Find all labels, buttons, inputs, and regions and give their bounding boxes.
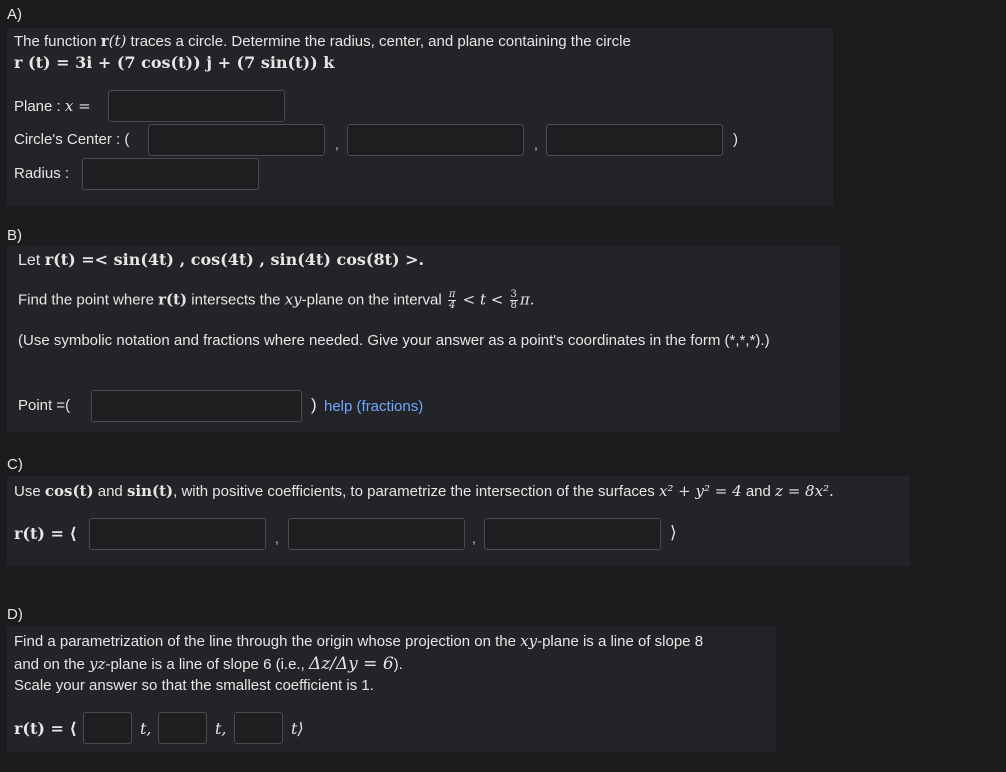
section-d-line-3: Scale your answer so that the smallest coefficient is 1. xyxy=(14,677,374,694)
section-a-label: A) xyxy=(7,6,22,23)
d-coefficient-3-input[interactable] xyxy=(234,712,283,744)
center-close-paren: ) xyxy=(733,131,738,148)
c-component-3-input[interactable] xyxy=(484,518,661,550)
plane-input[interactable] xyxy=(108,90,285,122)
section-d-line-2: and on the yz-plane is a line of slope 6 (i.e., Δz/Δy = 6). xyxy=(14,654,403,674)
fraction-pi-over-4: $\frac{\pi}{4}$ xyxy=(448,289,456,311)
c-component-2-input[interactable] xyxy=(288,518,465,550)
point-label: Point =( xyxy=(18,397,71,414)
c-component-1-input[interactable] xyxy=(89,518,266,550)
center-x-input[interactable] xyxy=(148,124,325,156)
section-c-label: C) xyxy=(7,456,23,473)
center-comma-1: , xyxy=(335,136,339,152)
section-d-line-1: Find a parametrization of the line through the origin whose projection on the xy-plane is a line of slope 8 xyxy=(14,632,704,650)
help-fractions-link[interactable]: help (fractions) xyxy=(324,398,424,415)
section-d-label: D) xyxy=(7,606,23,623)
c-comma-2: , xyxy=(472,530,476,546)
section-a-intro: The function r(t) traces a circle. Determine the radius, center, and plane containing the circle xyxy=(14,32,631,50)
center-z-input[interactable] xyxy=(546,124,723,156)
c-close-bracket: ⟩ xyxy=(670,523,677,542)
section-c-text: Use cos(t) and sin(t), with positive coefficients, to parametrize the intersection of the surfaces x² + y² = 4 and z = 8x². xyxy=(14,482,834,500)
center-y-input[interactable] xyxy=(347,124,524,156)
d-t-3: t⟩ xyxy=(291,719,304,738)
section-b-label: B) xyxy=(7,227,22,244)
d-t-1: t, xyxy=(140,719,152,738)
section-a-formula: r (t) = 3i + (7 cos(t)) j + (7 sin(t)) k xyxy=(14,53,335,72)
point-input[interactable] xyxy=(91,390,302,422)
plane-label: Plane : x = xyxy=(14,97,91,115)
section-c-r-label: r(t) = ⟨ xyxy=(14,524,77,543)
section-b-hint: (Use symbolic notation and fractions where needed. Give your answer as a point's coordinates in the form (*,*,*).) xyxy=(18,332,770,349)
d-coefficient-1-input[interactable] xyxy=(83,712,132,744)
radius-input[interactable] xyxy=(82,158,259,190)
section-d-r-label: r(t) = ⟨ xyxy=(14,719,77,738)
radius-label: Radius : xyxy=(14,165,70,182)
point-close-paren: ) xyxy=(311,395,317,414)
section-b-find: Find the point where r(t) intersects the xy-plane on the interval $\frac{\pi}{4}$ < t < $\frac{3}{8}$ π. xyxy=(18,289,535,311)
fraction-3-over-8: $\frac{3}{8}$ xyxy=(510,289,517,311)
center-comma-2: , xyxy=(534,136,538,152)
center-label: Circle's Center : ( xyxy=(14,131,130,148)
d-coefficient-2-input[interactable] xyxy=(158,712,207,744)
section-b-formula: Let r(t) =< sin(4t) , cos(4t) , sin(4t) cos(8t) >. xyxy=(18,250,425,269)
d-t-2: t, xyxy=(215,719,227,738)
c-comma-1: , xyxy=(275,530,279,546)
